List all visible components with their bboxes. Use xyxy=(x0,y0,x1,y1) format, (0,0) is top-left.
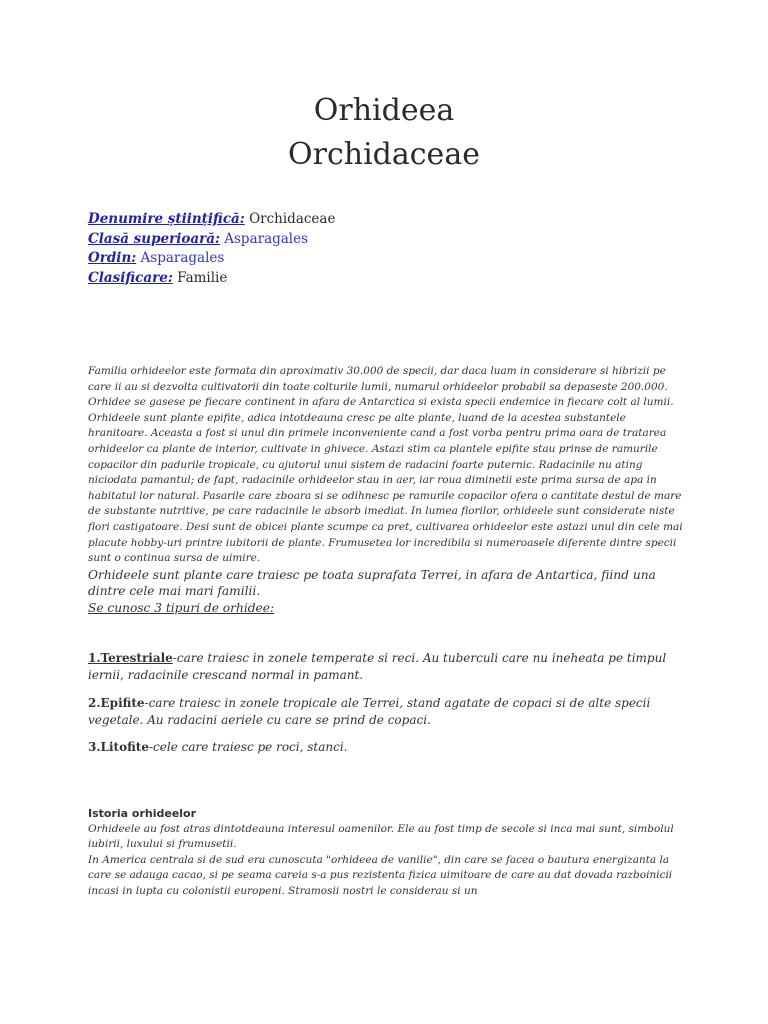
document-title: Orhideea xyxy=(313,93,455,128)
intro-text xyxy=(88,364,688,616)
paragraph: In America centrala si de sud era cunoscuta "orhideea de vanilie", din care se facea o bautura energizanta la care se adauga cacao, si pe seama careia s-a pus rezistenta fizica uimitoare de care au dat dovada razboinicii incasi in lupta cu colonistii europeni. Stramosii nostri le considerau si un xyxy=(88,853,673,897)
type-label: 3.Litofite xyxy=(88,740,149,754)
classification-key: Denumire științifică: xyxy=(88,211,245,227)
type-label: 2.Epifite xyxy=(88,696,145,710)
classification-value: Asparagales xyxy=(224,230,309,247)
types-intro: Se cunosc 3 tipuri de orhidee: xyxy=(88,600,275,615)
classification-key: Clasă superioară: xyxy=(88,230,220,247)
classification-row xyxy=(88,230,335,250)
classification-block xyxy=(88,210,335,288)
paragraph: Orhideele au fost atras dintotdeauna interesul oamenilor. Ele au fost timp de secole si inca mai sunt, simbolul iubirii, luxului si frumusetii. xyxy=(88,822,674,851)
paragraph: Orhideele sunt plante epifite, adica intotdeauna cresc pe alte plante, luand de la acestea substantele hranitoare. Aceasta a fost si unul din primele inconveniente cand a fost vorba pentru prima oara de tratarea orhideelor ca plante de interior, cultivate in ghivece. Astazi stim ca plantele epifite stau prinse de ramurile copacilor din padurile tropicale, cu ajutorul unui sistem de radacini foarte puternic. Radacinile nu ating niciodata pamantul; de fapt, radacinile orhideelor stau in aer, iar roua diminetii este prima sursa de apa in habitatul lor natural. Pasarile care zboara si se odihnesc pe ramurile copacilor ofera o cantitate destul de mare de substante nutritive, pe care radacinile le absorb imediat. In lumea florilor, orhideele sunt considerate niste flori castigatoare. Desi sunt de obicei plante scumpe ca pret, cultivarea orhideelor este astazi unul din cele mai placute hobby-uri printre iubitorii de plante. Frumusetea lor incredibila si numeroasele diferente dintre specii sunt o continua sursa de uimire. xyxy=(88,411,683,565)
classification-row xyxy=(88,269,335,289)
classification-value: Asparagales xyxy=(140,250,225,266)
type-text: -care traiesc in zonele tropicale ale Terrei, stand agatate de copaci si de alte specii vegetale. Au radacini aeriele cu care se prind de copaci. xyxy=(88,696,651,727)
history-heading: Istoria orhideelor xyxy=(88,807,197,820)
type-text: -care traiesc in zonele temperate si reci. Au tuberculi care nu ineheata pe timpul iernii, radacinile crescand normal in pamant. xyxy=(88,651,667,682)
classification-row xyxy=(88,249,335,269)
classification-key: Clasificare: xyxy=(88,269,173,286)
paragraph: Familia orhideelor este formata din aproximativ 30.000 de specii, dar daca luam in considerare si hibrizii pe care ii au si dezvolta cultivatorii din toate colturile lumii, numarul orhideelor probabil sa depaseste 200.000. Orhidee se gasese pe fiecare continent in afara de Antarctica si exista specii endemice in fiecare colt al lumii. xyxy=(88,365,674,409)
type-label: 1.Terestriale xyxy=(88,651,173,665)
type-text: -cele care traiesc pe roci, stanci. xyxy=(148,740,348,754)
classification-value: Orchidaceae xyxy=(249,211,336,227)
classification-key: Ordin: xyxy=(88,250,137,266)
classification-value: Familie xyxy=(177,269,228,286)
paragraph: Orhideele sunt plante care traiesc pe toata suprafata Terrei, in afara de Antartica, fiind una dintre cele mai mari familii. xyxy=(88,567,656,599)
classification-row xyxy=(88,210,335,230)
document-subtitle: Orchidaceae xyxy=(288,137,480,172)
type-item xyxy=(88,739,688,756)
history-section xyxy=(88,806,688,900)
type-item xyxy=(88,650,688,684)
type-item xyxy=(88,695,688,729)
